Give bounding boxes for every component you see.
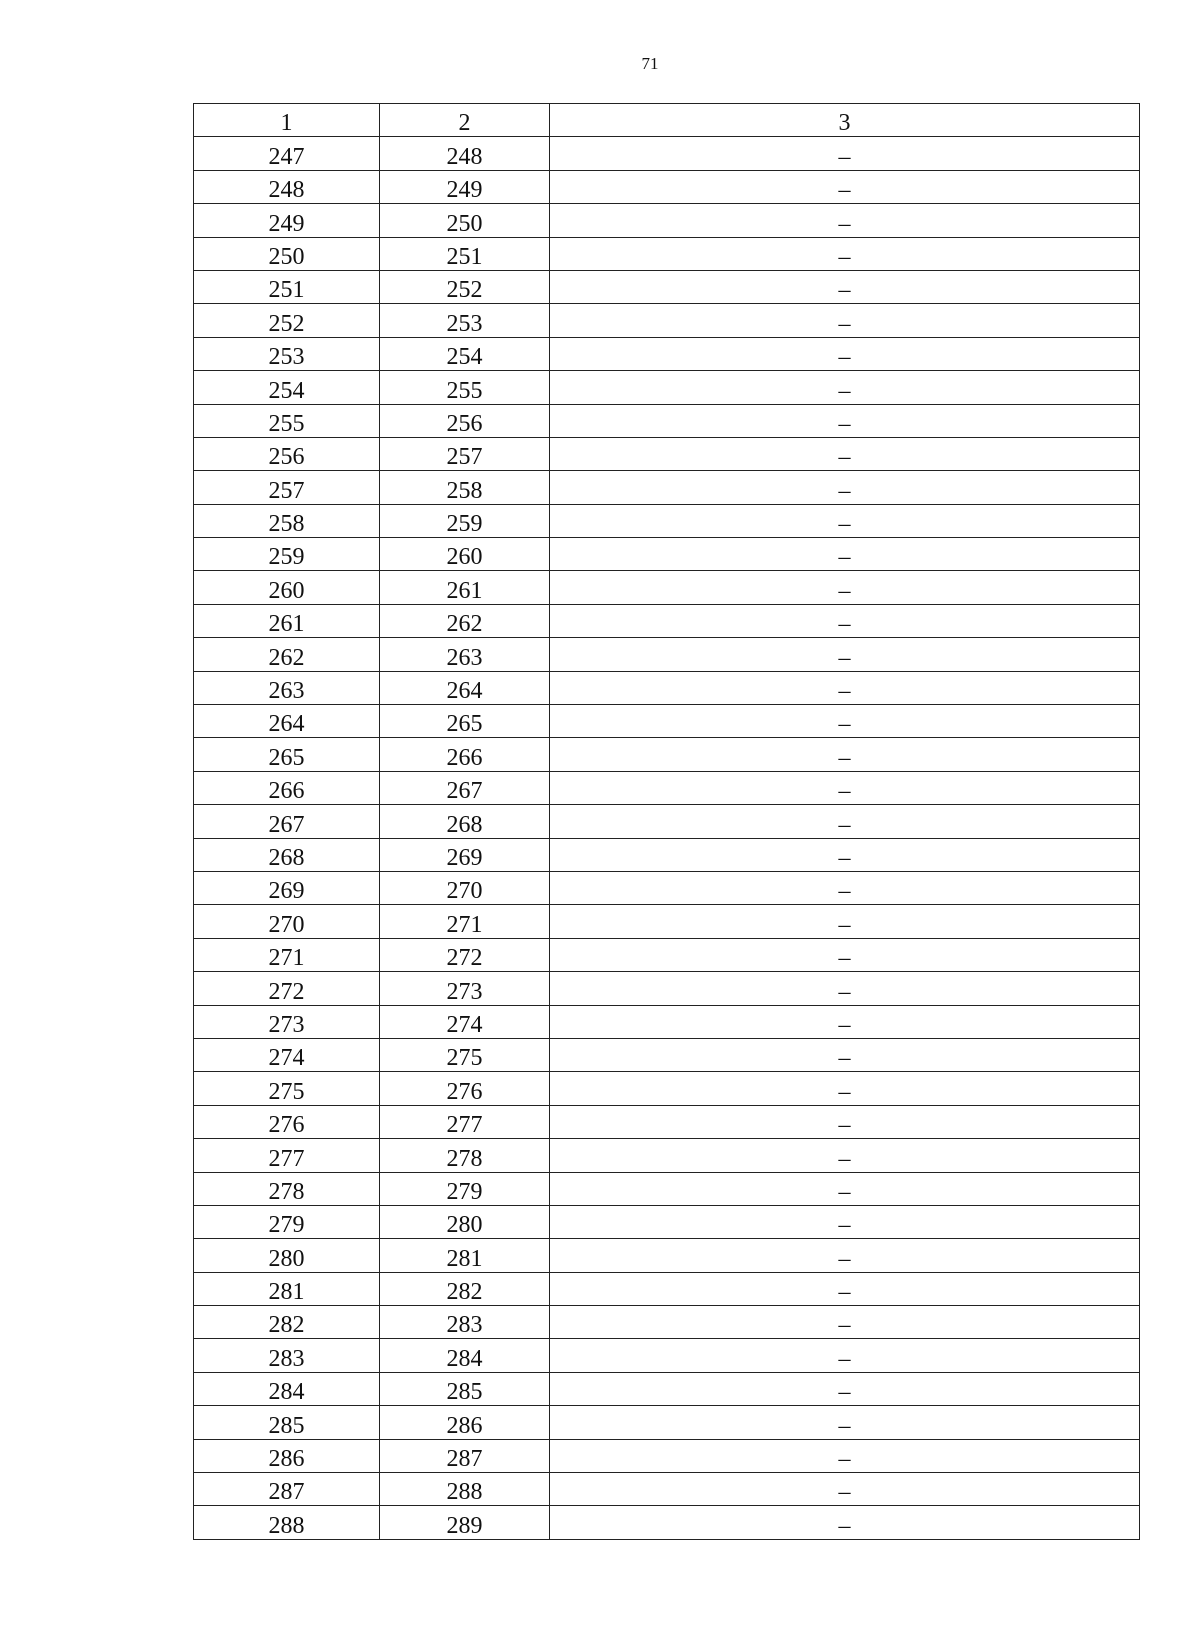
table-cell: 263 <box>380 638 550 671</box>
table-row <box>194 1473 1140 1506</box>
table-cell: – <box>550 137 1140 170</box>
table-cell: – <box>550 1105 1140 1138</box>
table-cell: 271 <box>194 938 380 971</box>
table-row <box>194 604 1140 637</box>
column-header: 1 <box>194 104 380 137</box>
table-cell: 249 <box>194 204 380 237</box>
table-cell: 256 <box>380 404 550 437</box>
table-cell: – <box>550 571 1140 604</box>
table-row <box>194 805 1140 838</box>
table-cell: 281 <box>380 1239 550 1272</box>
table-row <box>194 1306 1140 1339</box>
table-row <box>194 538 1140 571</box>
table-cell: – <box>550 1406 1140 1439</box>
table-cell: 287 <box>194 1473 380 1506</box>
table-cell: 264 <box>194 705 380 738</box>
table-header-row <box>194 104 1140 137</box>
table-cell: 284 <box>380 1339 550 1372</box>
table-cell: – <box>550 538 1140 571</box>
column-header: 2 <box>380 104 550 137</box>
table-cell: 250 <box>194 237 380 270</box>
table-cell: – <box>550 1038 1140 1071</box>
table-cell: 271 <box>380 905 550 938</box>
table-cell: – <box>550 1473 1140 1506</box>
table-cell: 252 <box>194 304 380 337</box>
table-row <box>194 371 1140 404</box>
table-cell: 289 <box>380 1506 550 1539</box>
table-cell: 248 <box>194 170 380 203</box>
table-row <box>194 1105 1140 1138</box>
table-cell: 276 <box>380 1072 550 1105</box>
table-row <box>194 1005 1140 1038</box>
table-cell: 266 <box>380 738 550 771</box>
table-cell: 250 <box>380 204 550 237</box>
table-cell: – <box>550 871 1140 904</box>
table-cell: – <box>550 404 1140 437</box>
table-row <box>194 304 1140 337</box>
table-row <box>194 404 1140 437</box>
table-row <box>194 504 1140 537</box>
table-row <box>194 137 1140 170</box>
table-cell: – <box>550 237 1140 270</box>
table-row <box>194 270 1140 303</box>
table-cell: – <box>550 638 1140 671</box>
table-row <box>194 1406 1140 1439</box>
table-cell: – <box>550 838 1140 871</box>
table-cell: 270 <box>380 871 550 904</box>
table-cell: 283 <box>380 1306 550 1339</box>
table-cell: – <box>550 204 1140 237</box>
table-cell: 275 <box>194 1072 380 1105</box>
table-cell: 247 <box>194 137 380 170</box>
table-cell: 277 <box>380 1105 550 1138</box>
table-row <box>194 1038 1140 1071</box>
table-cell: 257 <box>194 471 380 504</box>
table-cell: 274 <box>380 1005 550 1038</box>
table-cell: 258 <box>194 504 380 537</box>
table-cell: – <box>550 371 1140 404</box>
table-cell: 257 <box>380 437 550 470</box>
table-cell: 262 <box>194 638 380 671</box>
table-cell: 286 <box>194 1439 380 1472</box>
table-cell: – <box>550 972 1140 1005</box>
table-cell: – <box>550 604 1140 637</box>
table-cell: 284 <box>194 1372 380 1405</box>
table-cell: 269 <box>194 871 380 904</box>
table-cell: 280 <box>380 1205 550 1238</box>
table-cell: – <box>550 1439 1140 1472</box>
column-header: 3 <box>550 104 1140 137</box>
table-cell: 286 <box>380 1406 550 1439</box>
table-row <box>194 938 1140 971</box>
table-cell: 262 <box>380 604 550 637</box>
table-row <box>194 671 1140 704</box>
table-cell: – <box>550 437 1140 470</box>
table-cell: 276 <box>194 1105 380 1138</box>
table-cell: 251 <box>194 270 380 303</box>
table-row <box>194 1239 1140 1272</box>
table-cell: – <box>550 705 1140 738</box>
table-row <box>194 437 1140 470</box>
table-row <box>194 1072 1140 1105</box>
table-row <box>194 905 1140 938</box>
table-cell: 272 <box>380 938 550 971</box>
table-cell: – <box>550 905 1140 938</box>
table-row <box>194 871 1140 904</box>
table-cell: 253 <box>194 337 380 370</box>
table-cell: 266 <box>194 771 380 804</box>
table-cell: 256 <box>194 437 380 470</box>
table-cell: 259 <box>194 538 380 571</box>
table-cell: – <box>550 1372 1140 1405</box>
table-cell: 264 <box>380 671 550 704</box>
table-cell: 268 <box>380 805 550 838</box>
table-cell: 281 <box>194 1272 380 1305</box>
table-row <box>194 1439 1140 1472</box>
table-cell: – <box>550 471 1140 504</box>
table-cell: 267 <box>194 805 380 838</box>
table-cell: 261 <box>194 604 380 637</box>
table-cell: 278 <box>194 1172 380 1205</box>
table-cell: 275 <box>380 1038 550 1071</box>
table-row <box>194 571 1140 604</box>
table-cell: 285 <box>194 1406 380 1439</box>
table-row <box>194 204 1140 237</box>
table-cell: – <box>550 1306 1140 1339</box>
table-row <box>194 1272 1140 1305</box>
table-row <box>194 838 1140 871</box>
table-cell: 282 <box>380 1272 550 1305</box>
table-cell: 261 <box>380 571 550 604</box>
table-row <box>194 1205 1140 1238</box>
table-row <box>194 170 1140 203</box>
table-cell: 288 <box>380 1473 550 1506</box>
table-cell: 278 <box>380 1139 550 1172</box>
table-cell: 270 <box>194 905 380 938</box>
table-cell: 288 <box>194 1506 380 1539</box>
table-cell: 254 <box>380 337 550 370</box>
table-cell: 273 <box>380 972 550 1005</box>
table-cell: – <box>550 1239 1140 1272</box>
table-cell: 283 <box>194 1339 380 1372</box>
table-row <box>194 471 1140 504</box>
data-table <box>193 103 1140 1540</box>
table-cell: – <box>550 337 1140 370</box>
table-cell: 267 <box>380 771 550 804</box>
table-cell: 265 <box>194 738 380 771</box>
table-cell: – <box>550 270 1140 303</box>
table-cell: 249 <box>380 170 550 203</box>
table-cell: 287 <box>380 1439 550 1472</box>
table-cell: 277 <box>194 1139 380 1172</box>
table-cell: 254 <box>194 371 380 404</box>
table-cell: 279 <box>194 1205 380 1238</box>
table-cell: – <box>550 738 1140 771</box>
table-cell: 258 <box>380 471 550 504</box>
table-row <box>194 237 1140 270</box>
table-cell: – <box>550 1172 1140 1205</box>
table-cell: 282 <box>194 1306 380 1339</box>
table-cell: – <box>550 1205 1140 1238</box>
table-cell: – <box>550 1139 1140 1172</box>
table-cell: 268 <box>194 838 380 871</box>
table-cell: 252 <box>380 270 550 303</box>
table-cell: – <box>550 1005 1140 1038</box>
table-cell: – <box>550 1339 1140 1372</box>
table-cell: 260 <box>380 538 550 571</box>
table-cell: 272 <box>194 972 380 1005</box>
table-cell: 259 <box>380 504 550 537</box>
table-cell: 260 <box>194 571 380 604</box>
table-row <box>194 738 1140 771</box>
table-cell: 285 <box>380 1372 550 1405</box>
table-cell: 269 <box>380 838 550 871</box>
table-cell: 253 <box>380 304 550 337</box>
table-cell: 265 <box>380 705 550 738</box>
table-cell: – <box>550 771 1140 804</box>
table-row <box>194 1139 1140 1172</box>
table-cell: – <box>550 938 1140 971</box>
table-row <box>194 771 1140 804</box>
table-row <box>194 1172 1140 1205</box>
table-cell: 273 <box>194 1005 380 1038</box>
table-cell: 255 <box>380 371 550 404</box>
table-cell: – <box>550 805 1140 838</box>
table-cell: – <box>550 1272 1140 1305</box>
table-cell: – <box>550 671 1140 704</box>
table-row <box>194 337 1140 370</box>
table-row <box>194 1339 1140 1372</box>
table-cell: – <box>550 1506 1140 1539</box>
table-cell: 248 <box>380 137 550 170</box>
table-row <box>194 638 1140 671</box>
table-row <box>194 1372 1140 1405</box>
table-cell: – <box>550 504 1140 537</box>
table-cell: 279 <box>380 1172 550 1205</box>
table-cell: 251 <box>380 237 550 270</box>
table-cell: – <box>550 170 1140 203</box>
table-cell: 255 <box>194 404 380 437</box>
table-row <box>194 972 1140 1005</box>
table-cell: – <box>550 304 1140 337</box>
table-cell: 280 <box>194 1239 380 1272</box>
page-number: 71 <box>641 54 659 73</box>
table-cell: 263 <box>194 671 380 704</box>
table-row <box>194 1506 1140 1539</box>
table-cell: 274 <box>194 1038 380 1071</box>
table-row <box>194 705 1140 738</box>
table-cell: – <box>550 1072 1140 1105</box>
